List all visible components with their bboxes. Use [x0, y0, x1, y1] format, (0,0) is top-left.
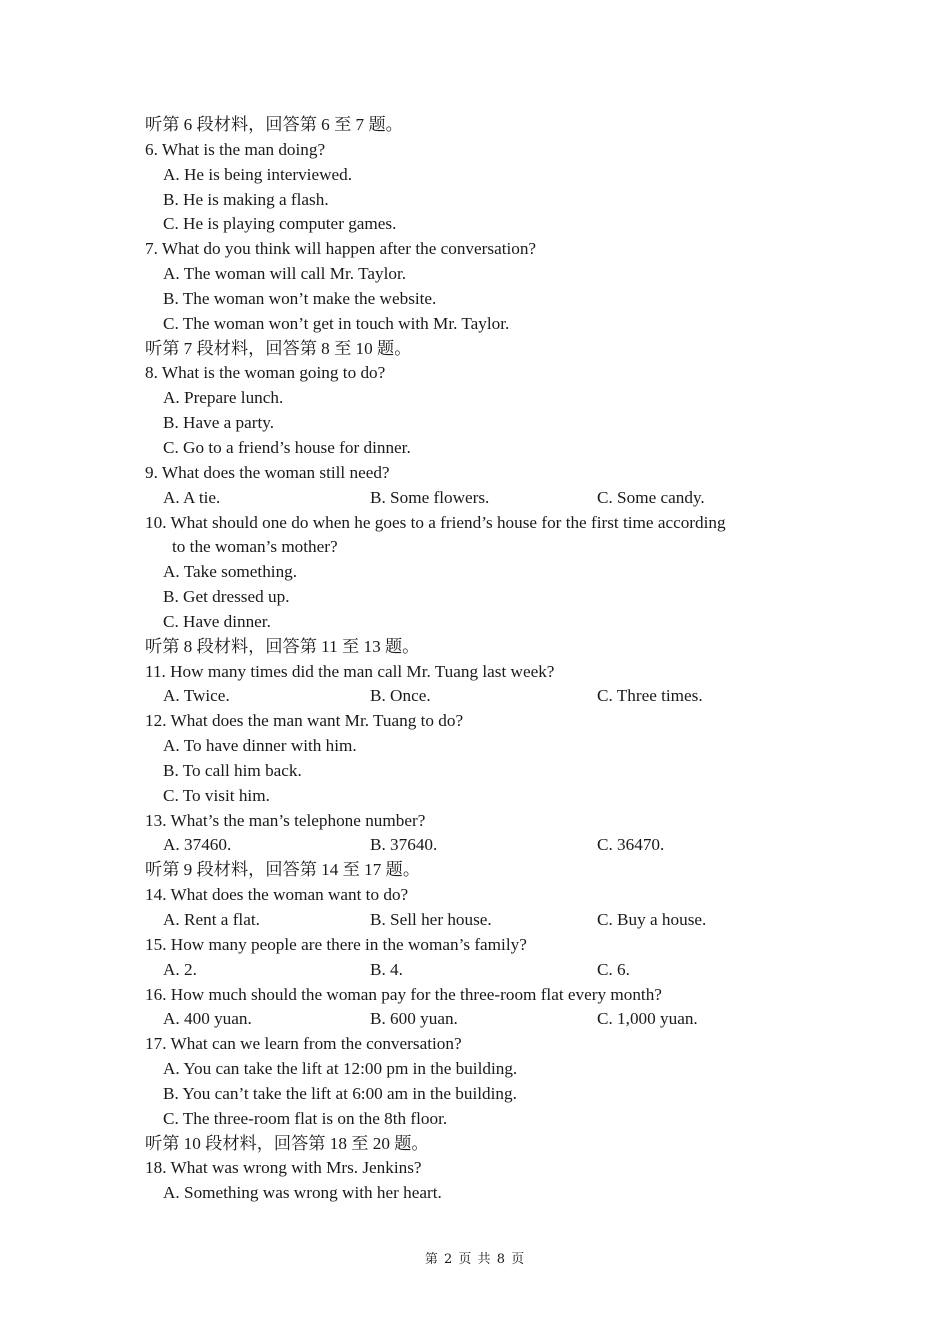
- question-text: 6. What is the man doing?: [145, 139, 326, 159]
- answer-option: B. He is making a flash.: [163, 189, 329, 209]
- answer-option: C. The woman won’t get in touch with Mr. Taylor.: [163, 313, 510, 333]
- answer-option: A. Something was wrong with her heart.: [163, 1183, 442, 1203]
- answer-option: C. Three times.: [597, 686, 703, 706]
- question-text-continued: to the woman’s mother?: [172, 537, 338, 557]
- section-header: 听第 10 段材料，回答第 18 至 20 题。: [145, 1133, 429, 1153]
- answer-option: B. Once.: [370, 686, 431, 706]
- answer-option: A. He is being interviewed.: [163, 164, 353, 184]
- question-block: [145, 511, 835, 635]
- answer-option: A. 2.: [163, 959, 197, 979]
- question-text: 18. What was wrong with Mrs. Jenkins?: [145, 1158, 422, 1178]
- answer-option: C. Some candy.: [597, 487, 705, 507]
- exam-page-content: [145, 113, 835, 1206]
- question-block: [145, 1156, 835, 1206]
- answer-option: B. Get dressed up.: [163, 587, 290, 607]
- answer-option: A. The woman will call Mr. Taylor.: [163, 264, 407, 284]
- options-row: [145, 684, 835, 709]
- answer-option: A. Rent a flat.: [163, 910, 260, 929]
- answer-option: A. Twice.: [163, 686, 230, 706]
- answer-option: C. He is playing computer games.: [163, 214, 397, 234]
- options-row: [145, 486, 835, 511]
- question-block: [145, 883, 835, 933]
- listening-section: [145, 635, 835, 859]
- question-text: 16. How much should the woman pay for the three-room flat every month?: [145, 984, 662, 1004]
- section-header: 听第 7 段材料，回答第 8 至 10 题。: [145, 338, 412, 358]
- question-block: [145, 983, 835, 1033]
- answer-option: C. Buy a house.: [597, 910, 707, 929]
- answer-option: C. 6.: [597, 959, 630, 979]
- answer-option: A. A tie.: [163, 487, 221, 507]
- listening-section: [145, 337, 835, 635]
- question-block: [145, 237, 835, 336]
- options-row: [145, 958, 835, 983]
- answer-option: C. Have dinner.: [163, 611, 271, 631]
- question-text: 17. What can we learn from the conversation?: [145, 1034, 462, 1054]
- answer-option: A. Take something.: [163, 562, 298, 582]
- answer-option: A. 400 yuan.: [163, 1009, 252, 1029]
- answer-option: B. To call him back.: [163, 760, 302, 780]
- question-text: 9. What does the woman still need?: [145, 462, 390, 482]
- answer-option: B. The woman won’t make the website.: [163, 288, 437, 308]
- section-header: 听第 8 段材料，回答第 11 至 13 题。: [145, 636, 420, 656]
- question-text: 10. What should one do when he goes to a friend’s house for the first time according: [145, 512, 726, 532]
- question-text: 8. What is the woman going to do?: [145, 363, 386, 383]
- options-row: [145, 1007, 835, 1032]
- options-row: [145, 908, 835, 933]
- section-header: 听第 9 段材料，回答第 14 至 17 题。: [145, 860, 421, 880]
- question-block: [145, 138, 835, 237]
- answer-option: B. 600 yuan.: [370, 1009, 458, 1029]
- answer-option: A. You can take the lift at 12:00 pm in the building.: [163, 1059, 518, 1079]
- answer-option: B. 37640.: [370, 835, 438, 855]
- question-text: 13. What’s the man’s telephone number?: [145, 810, 426, 830]
- question-text: 7. What do you think will happen after the conversation?: [145, 239, 537, 259]
- question-text: 15. How many people are there in the woman’s family?: [145, 934, 527, 954]
- answer-option: C. 1,000 yuan.: [597, 1009, 698, 1029]
- listening-section: [145, 858, 835, 1131]
- answer-option: A. Prepare lunch.: [163, 388, 284, 408]
- answer-option: C. Go to a friend’s house for dinner.: [163, 437, 411, 457]
- question-block: [145, 709, 835, 808]
- answer-option: B. 4.: [370, 959, 403, 979]
- listening-section: [145, 1132, 835, 1207]
- answer-option: B. Some flowers.: [370, 487, 490, 507]
- question-block: [145, 461, 835, 511]
- answer-option: B. Have a party.: [163, 413, 275, 433]
- section-header: 听第 6 段材料，回答第 6 至 7 题。: [145, 115, 403, 134]
- answer-option: C. 36470.: [597, 835, 665, 855]
- answer-option: C. To visit him.: [163, 785, 270, 805]
- question-block: [145, 809, 835, 859]
- question-text: 14. What does the woman want to do?: [145, 885, 409, 905]
- listening-section: [145, 113, 835, 337]
- answer-option: B. You can’t take the lift at 6:00 am in the building.: [163, 1083, 517, 1103]
- answer-option: A. To have dinner with him.: [163, 736, 357, 756]
- question-block: [145, 933, 835, 983]
- question-text: 11. How many times did the man call Mr. Tuang last week?: [145, 661, 555, 681]
- options-row: [145, 833, 835, 858]
- question-text: 12. What does the man want Mr. Tuang to do?: [145, 711, 464, 731]
- question-block: [145, 660, 835, 710]
- answer-option: A. 37460.: [163, 835, 232, 855]
- question-block: [145, 1032, 835, 1131]
- page-footer: 第 2 页 共 8 页: [424, 1252, 526, 1267]
- question-block: [145, 361, 835, 460]
- answer-option: C. The three-room flat is on the 8th floor.: [163, 1108, 448, 1128]
- answer-option: B. Sell her house.: [370, 910, 492, 929]
